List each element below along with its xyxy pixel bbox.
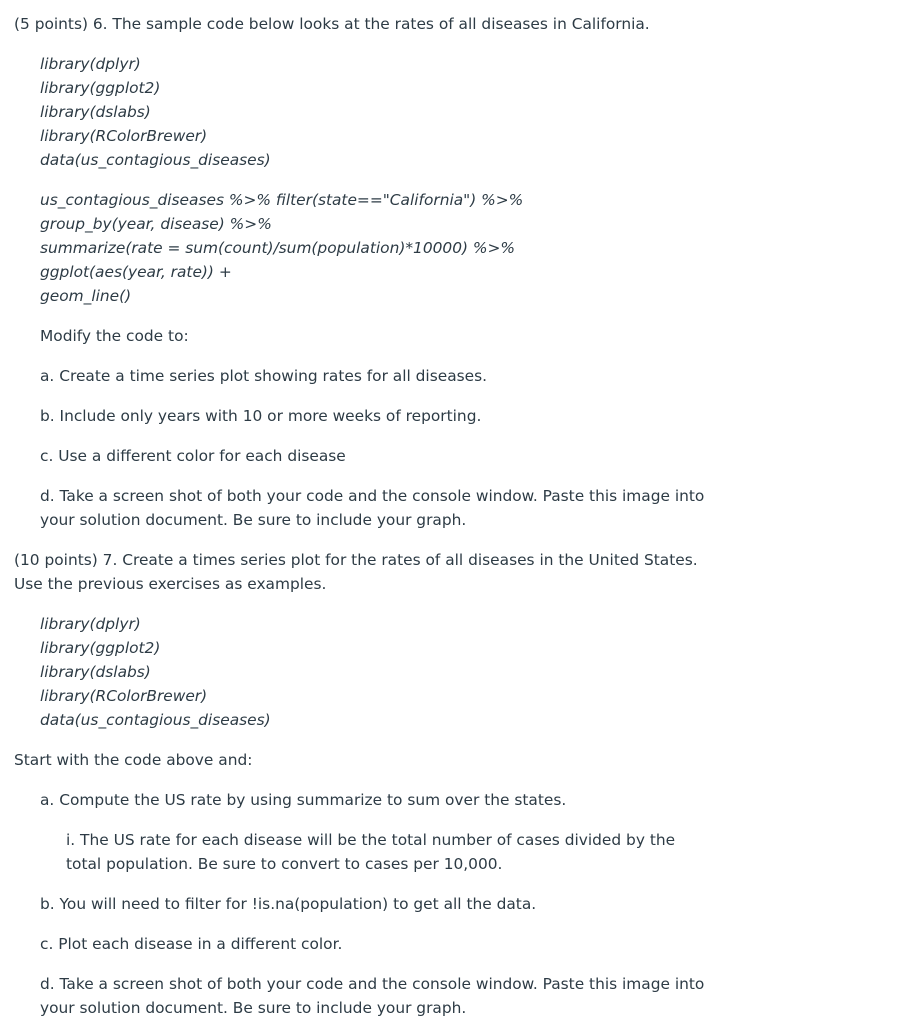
q6-setup-code <box>40 52 904 172</box>
code-line: library(dslabs) <box>40 103 151 121</box>
code-line: library(dslabs) <box>40 663 151 681</box>
code-line: library(dplyr) <box>40 55 141 73</box>
code-line: library(ggplot2) <box>40 639 161 657</box>
code-line: library(RColorBrewer) <box>40 127 208 145</box>
q7-setup-code <box>40 612 904 732</box>
q7-start-text: Start with the code above and: <box>14 751 253 769</box>
q6-task-c: c. Use a different color for each disease <box>40 447 346 465</box>
code-line: library(dplyr) <box>40 615 141 633</box>
code-line: library(RColorBrewer) <box>40 687 208 705</box>
code-line: summarize(rate = sum(count)/sum(population)*10000) %>% <box>40 239 516 257</box>
code-line: geom_line() <box>40 287 132 305</box>
q7-task-b: b. You will need to filter for !is.na(population) to get all the data. <box>40 895 537 913</box>
q6-modify-intro: Modify the code to: <box>40 327 189 345</box>
code-line: data(us_contagious_diseases) <box>40 151 271 169</box>
q7-task-c: c. Plot each disease in a different color. <box>40 935 343 953</box>
q6-task-b: b. Include only years with 10 or more weeks of reporting. <box>40 407 482 425</box>
q7-task-d: d. Take a screen shot of both your code and the console window. Paste this image into your solution document. Be sure to include your graph. <box>40 975 705 1017</box>
q7-task-a: a. Compute the US rate by using summarize to sum over the states. <box>40 791 567 809</box>
q7-task-a-i: i. The US rate for each disease will be the total number of cases divided by the total population. Be sure to convert to cases per 10,000. <box>66 831 676 873</box>
code-line: group_by(year, disease) %>% <box>40 215 272 233</box>
code-line: ggplot(aes(year, rate)) + <box>40 263 232 281</box>
code-line: us_contagious_diseases %>% filter(state=="California") %>% <box>40 191 524 209</box>
q6-task-a: a. Create a time series plot showing rates for all diseases. <box>40 367 488 385</box>
code-line: library(ggplot2) <box>40 79 161 97</box>
q6-task-d: d. Take a screen shot of both your code and the console window. Paste this image into your solution document. Be sure to include your graph. <box>40 487 705 529</box>
q6-heading: (5 points) 6. The sample code below looks at the rates of all diseases in California. <box>14 15 650 33</box>
code-line: data(us_contagious_diseases) <box>40 711 271 729</box>
assignment-content <box>14 12 904 1020</box>
q6-pipeline-code <box>40 188 904 308</box>
q7-heading: (10 points) 7. Create a times series plot for the rates of all diseases in the United States. Use the previous exercises as examples. <box>14 551 698 593</box>
